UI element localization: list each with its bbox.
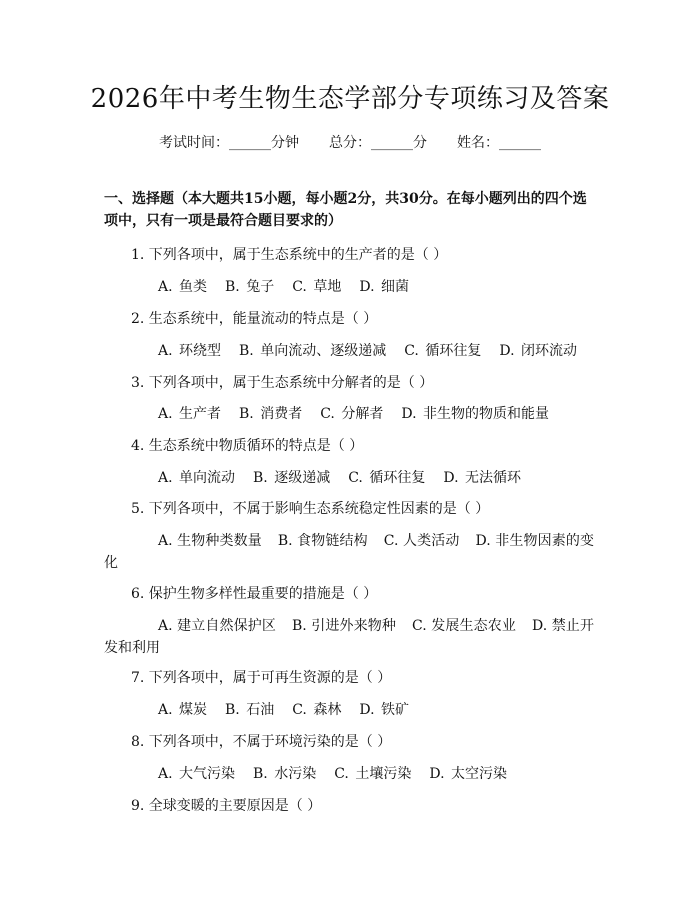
question-stem: 6. 保护生物多样性最重要的措施是（ ） <box>131 586 378 602</box>
question-stem: 8. 下列各项中，不属于环境污染的是（ ） <box>131 734 392 750</box>
score-label: 总分：______分 <box>329 135 427 151</box>
option: B. 石油 <box>225 702 275 718</box>
option: A. 鱼类 <box>158 279 208 295</box>
question-options <box>158 276 409 296</box>
option: C. 发展生态农业 <box>412 618 516 634</box>
question-options <box>158 763 507 783</box>
option: B. 水污染 <box>253 766 317 782</box>
section-heading: 一、选择题（本大题共15小题，每小题2分，共30分。在每小题列出的四个选项中，只有一项是最符合题目要求的） <box>104 191 587 229</box>
option: C. 循环往复 <box>348 470 426 486</box>
option: D. 细菌 <box>359 279 409 295</box>
time-label: 考试时间：______分钟 <box>159 135 299 151</box>
option: A. 生物种类数量 <box>158 533 262 549</box>
question-options <box>158 699 409 719</box>
option: B. 单向流动、逐级递减 <box>239 343 387 359</box>
option: D. 非生物的物质和能量 <box>401 406 549 422</box>
name-label: 姓名：______ <box>457 135 541 151</box>
question-options <box>158 403 549 423</box>
option: A. 单向流动 <box>158 470 236 486</box>
option: B. 食物链结构 <box>277 533 368 549</box>
question-options <box>104 530 594 574</box>
question-stem: 5. 下列各项中，不属于影响生态系统稳定性因素的是（ ） <box>131 501 490 517</box>
option: C. 循环往复 <box>404 343 482 359</box>
option: D. 铁矿 <box>359 702 409 718</box>
question-stem: 1. 下列各项中，属于生态系统中的生产者的是（ ） <box>131 247 448 263</box>
option: B. 引进外来物种 <box>291 618 397 634</box>
exam-meta <box>0 132 700 152</box>
option: C. 人类活动 <box>383 533 460 549</box>
option: B. 消费者 <box>239 406 303 422</box>
question-options <box>104 615 594 659</box>
option: D. 禁止开发和利用 <box>104 618 594 656</box>
option: D. 太空污染 <box>429 766 507 782</box>
option: C. 分解者 <box>320 406 384 422</box>
question-stem: 7. 下列各项中，属于可再生资源的是（ ） <box>131 670 392 686</box>
option: C. 草地 <box>292 279 342 295</box>
option: C. 森林 <box>292 702 342 718</box>
option: B. 逐级递减 <box>253 470 331 486</box>
option: A. 煤炭 <box>158 702 208 718</box>
question-stem: 9. 全球变暖的主要原因是（ ） <box>131 798 322 814</box>
option: A. 生产者 <box>158 406 222 422</box>
option: A. 建立自然保护区 <box>158 618 276 634</box>
option: D. 非生物因素的变化 <box>104 533 594 571</box>
option: A. 大气污染 <box>158 766 236 782</box>
option: A. 环绕型 <box>158 343 222 359</box>
question-stem: 4. 生态系统中物质循环的特点是（ ） <box>131 438 364 454</box>
question-options <box>158 340 577 360</box>
option: D. 闭环流动 <box>499 343 577 359</box>
question-options <box>158 467 521 487</box>
question-stem: 3. 下列各项中，属于生态系统中分解者的是（ ） <box>131 375 434 391</box>
page-title: 2026年中考生物生态学部分专项练习及答案 <box>90 84 610 114</box>
option: C. 土壤污染 <box>334 766 412 782</box>
question-stem: 2. 生态系统中，能量流动的特点是（ ） <box>131 311 378 327</box>
option: D. 无法循环 <box>443 470 521 486</box>
option: B. 兔子 <box>225 279 275 295</box>
